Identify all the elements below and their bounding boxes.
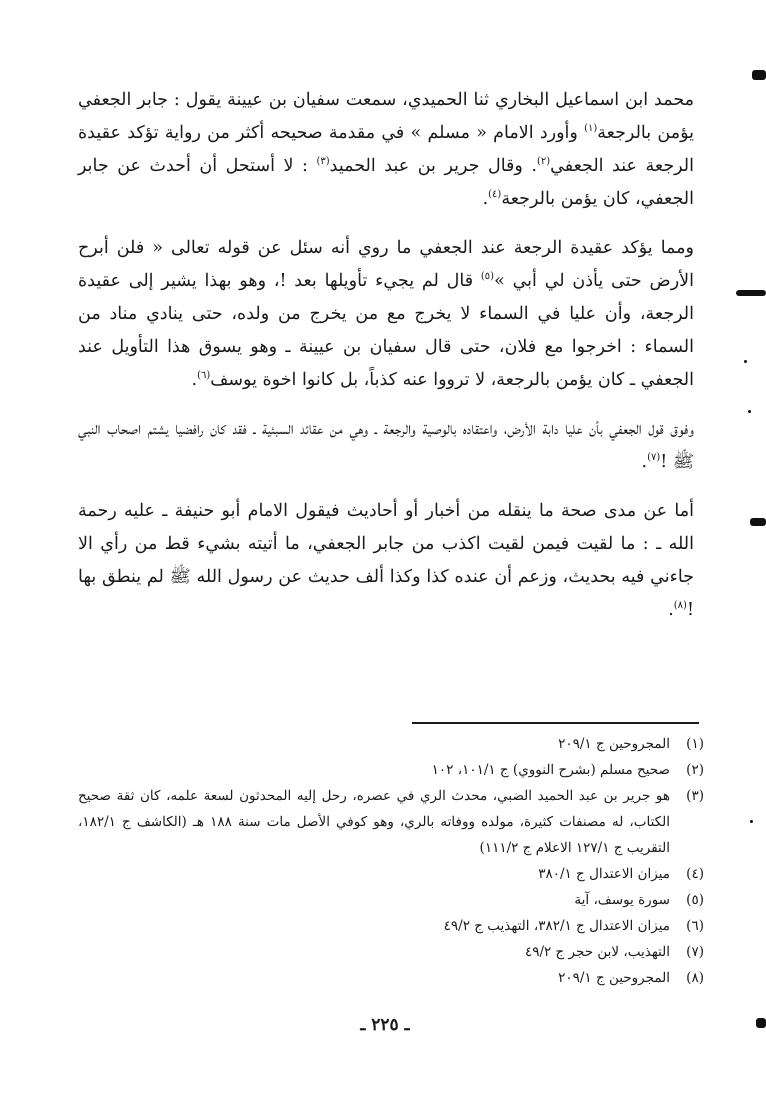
scan-mark — [752, 70, 766, 80]
scan-mark — [748, 410, 751, 413]
footnote-ref-6[interactable]: (٦) — [197, 370, 211, 382]
footnote-number: (٤) — [686, 866, 704, 882]
scan-mark — [756, 1018, 766, 1028]
footnote-separator — [412, 722, 699, 724]
footnote-ref-3[interactable]: (٣) — [316, 156, 330, 168]
scan-mark — [750, 518, 766, 526]
footnote-number: (٥) — [686, 892, 704, 908]
footnote-5 — [78, 887, 704, 913]
footnote-number: (٣) — [686, 788, 704, 804]
footnote-text: هو جرير بن عبد الحميد الضبي، محدث الري في عصره، رحل إليه المحدثون لسعة علمه، كان ثقة صحيح الكتاب، له مصنفات كثيرة، مولده ووفاته بالري، وهو كوفي الأصل مات سنة ١٨٨ هـ (الكاشف ج ١٨٢/١، التقريب ج ١٢٧/١ الاعلام ج ١١١/٢) — [78, 788, 670, 856]
footnote-number: (٢) — [686, 762, 704, 778]
footnote-text: سورة يوسف، آية — [574, 892, 670, 908]
paragraph-3: وفوق قول الجعفي بأن عليا دابة الأرض، واعتقاده بالوصية والرجعة ـ وهي من عقائد السبئية ـ فقد كان رافضيا يشتم اصحاب النبي ﷺ !$^{(٧)}$. — [78, 419, 694, 472]
scan-mark — [750, 820, 753, 823]
footnote-2 — [78, 757, 704, 783]
footnote-ref-7[interactable]: (٧) — [647, 452, 661, 464]
scan-mark — [736, 290, 766, 296]
page-number: ـ ٢٢٥ ـ — [360, 1015, 410, 1035]
footnote-8 — [78, 965, 704, 991]
paragraph-1: محمد ابن اسماعيل البخاري ثنا الحميدي، سمعت سفيان بن عيينة يقول : جابر الجعفي يؤمن بالرجعة$^{(١)}$ وأورد الامام « مسلم » في مقدمة صحيحه أكثر من رواية تؤكد عقيدة الرجعة عند الجعفي$^{(٢)}$. وقال جرير بن عبد الحميد$^{(٣)}$ : لا أستحل أن أحدث عن جابر الجعفي، كان يؤمن بالرجعة$^{(٤)}$. — [78, 90, 694, 209]
footnotes — [78, 731, 704, 991]
footnote-number: (٦) — [686, 918, 704, 934]
footnote-text: ميزان الاعتدال ج ٣٨٠/١ — [538, 866, 670, 882]
footnote-ref-1[interactable]: (١) — [584, 123, 598, 135]
footnote-6 — [78, 913, 704, 939]
footnote-ref-2[interactable]: (٢) — [536, 156, 551, 168]
footnote-ref-5[interactable]: (٥) — [480, 271, 495, 283]
footnote-number: (٨) — [686, 970, 704, 986]
paragraph-2: ومما يؤكد عقيدة الرجعة عند الجعفي ما روي أنه سئل عن قوله تعالى « فلن أبرح الأرض حتى يأذن لي أبي »$^{(٥)}$ قال لم يجيء تأويلها بعد !، وهو بهذا يشير إلى عقيدة الرجعة، وأن عليا في السماء لا يخرج مع من يخرج من ولده، حتى ينادي مناد من السماء : اخرجوا مع فلان، حتى قال سفيان بن عيينة ـ وهو يسوق هذا التأويل عند الجعفي ـ كان يؤمن بالرجعة، لا ترووا عنه كذباً، بل كانوا اخوة يوسف$^{(٦)}$. — [78, 238, 694, 390]
footnote-ref-8[interactable]: (٨) — [673, 600, 687, 612]
footnote-text: التهذيب، لابن حجر ج ٤٩/٢ — [524, 944, 670, 960]
footnote-4 — [78, 861, 704, 887]
scan-mark — [744, 360, 747, 363]
main-text — [78, 84, 694, 643]
footnote-text: ميزان الاعتدال ج ٣٨٢/١، التهذيب ج ٤٩/٢ — [443, 918, 670, 934]
footnote-number: (١) — [686, 736, 704, 752]
footnote-1 — [78, 731, 704, 757]
footnote-3 — [78, 783, 704, 861]
footnote-text: المجروحين ج ٢٠٩/١ — [558, 736, 670, 752]
footnote-number: (٧) — [686, 944, 704, 960]
footnote-ref-4[interactable]: (٤) — [488, 189, 502, 201]
footnote-text: صحيح مسلم (بشرح النووي) ج ١٠١/١، ١٠٢ — [431, 762, 670, 778]
footnote-7 — [78, 939, 704, 965]
paragraph-4: أما عن مدى صحة ما ينقله من أخبار أو أحاديث فيقول الامام أبو حنيفة ـ عليه رحمة الله ـ : ما لقيت فيمن لقيت اكذب من جابر الجعفي، ما أتيته بشيء قط من رأي الا جاءني فيه بحديث، وزعم أن عنده كذا وكذا ألف حديث عن رسول الله ﷺ لم ينطق بها !$^{(٨)}$. — [78, 501, 694, 620]
footnote-text: المجروحين ج ٢٠٩/١ — [558, 970, 670, 986]
